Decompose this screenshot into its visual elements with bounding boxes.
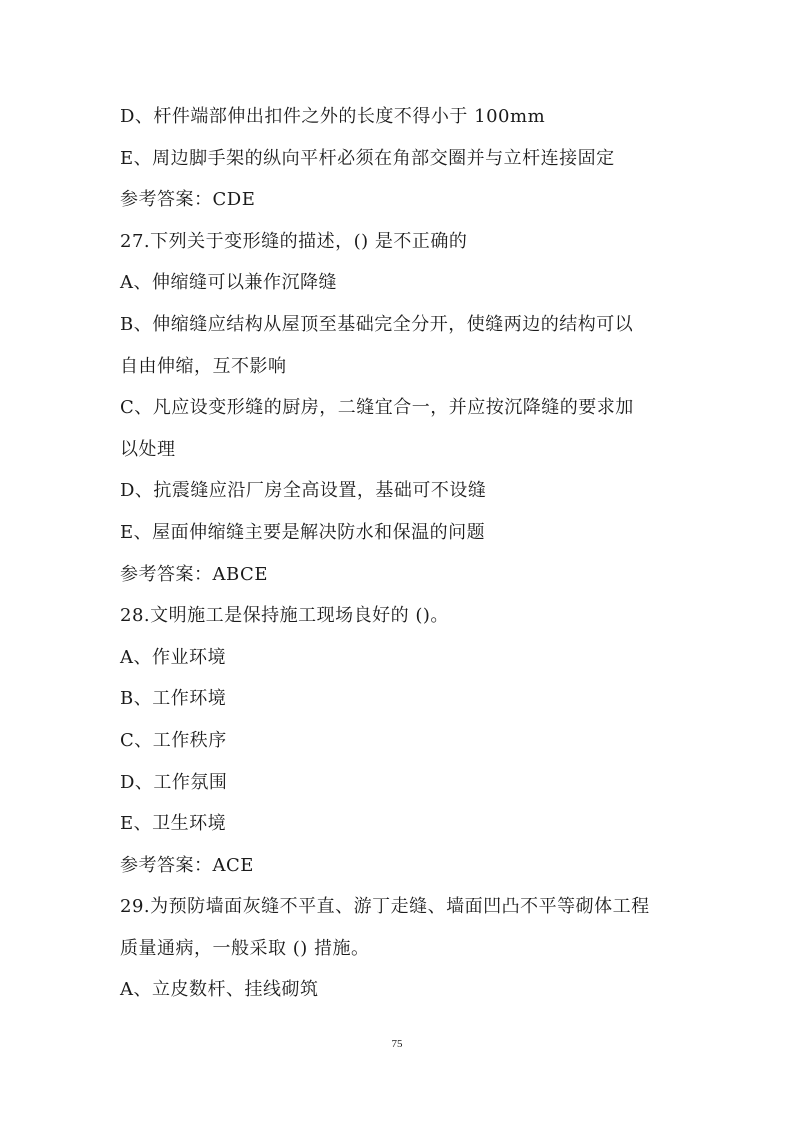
option-c-continued: 以处理 [120,438,176,460]
option-d-line: D、抗震缝应沿厂房全高设置，基础可不设缝 [120,480,487,502]
answer-line: 参考答案：CDE [120,189,256,211]
option-d-line: D、杆件端部伸出扣件之外的长度不得小于 100mm [120,106,546,127]
question-27: 27.下列关于变形缝的描述，() 是不正确的 [120,230,468,252]
option-e-line: E、卫生环境 [120,813,227,835]
option-e-line: E、周边脚手架的纵向平杆必须在角部交圈并与立杆连接固定 [120,147,615,169]
option-a-line: A、伸缩缝可以兼作沉降缝 [120,272,337,294]
option-a-line: A、作业环境 [120,646,226,668]
option-c-line: C、工作秩序 [120,729,227,751]
option-c-line: C、凡应设变形缝的厨房，二缝宜合一，并应按沉降缝的要求加 [120,397,634,419]
document-body [120,96,680,1011]
option-b-line: B、伸缩缝应结构从屋顶至基础完全分开，使缝两边的结构可以 [120,313,634,335]
option-e-line: E、屋面伸缩缝主要是解决防水和保温的问题 [120,521,486,543]
answer-line: 参考答案：ABCE [120,563,268,585]
question-28: 28.文明施工是保持施工现场良好的 ()。 [120,605,449,627]
option-d-line: D、工作氛围 [120,771,228,793]
option-a-line: A、立皮数杆、挂线砌筑 [120,979,319,1001]
question-29: 29.为预防墙面灰缝不平直、游丁走缝、墙面凹凸不平等砌体工程 [120,896,650,918]
answer-line: 参考答案：ACE [120,854,254,876]
option-b-continued: 自由伸缩，互不影响 [120,355,287,377]
page-number: 75 [391,1038,403,1050]
question-29-continued: 质量通病，一般采取 () 措施。 [120,937,370,959]
option-b-line: B、工作环境 [120,688,227,710]
